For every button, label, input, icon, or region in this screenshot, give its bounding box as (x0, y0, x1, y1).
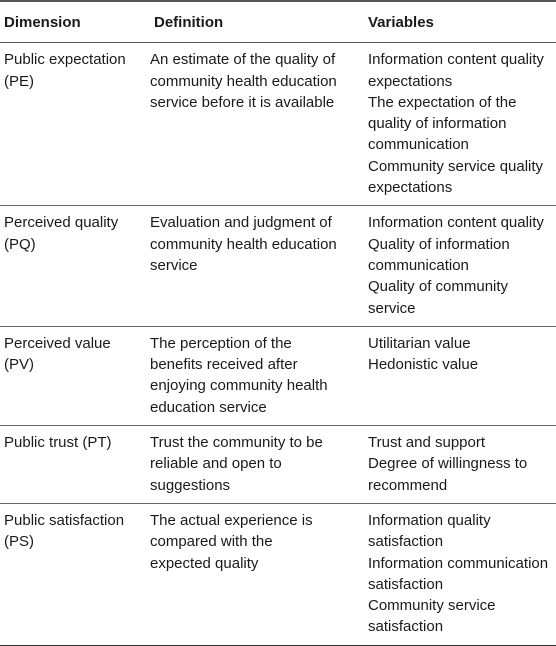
dimension-line: Public trust (PT) (4, 434, 112, 452)
dimension-line: Perceived quality (4, 214, 119, 232)
cell-dimension (0, 43, 150, 206)
table-row (0, 503, 556, 645)
table-body (0, 43, 556, 645)
variables-line: communication (368, 136, 469, 154)
variables-line: Quality of information (368, 235, 510, 253)
variables-line: Trust and support (368, 434, 486, 452)
cell-variables (362, 426, 556, 504)
dimension-line: Public satisfaction (4, 511, 125, 529)
variables-line: Information content quality (368, 214, 544, 232)
definition-line: compared with the (150, 533, 273, 551)
cell-definition (150, 326, 362, 425)
cell-variables (362, 43, 556, 206)
cell-variables (362, 206, 556, 326)
dimension-line: Perceived value (4, 334, 111, 352)
definition-line: expected quality (150, 554, 259, 572)
variables-line: expectations (368, 179, 453, 197)
variables-line: expectations (368, 72, 453, 90)
variables-line: communication (368, 256, 469, 274)
cell-definition (150, 43, 362, 206)
definition-line: Evaluation and judgment of (150, 214, 332, 232)
variables-line: Community service (368, 597, 496, 615)
cell-dimension (0, 503, 150, 645)
definition-line: Trust the community to be (150, 434, 323, 452)
dimension-line: (PS) (4, 533, 34, 551)
definition-line: The perception of the (150, 334, 292, 352)
cell-variables (362, 503, 556, 645)
table-row (0, 326, 556, 425)
cell-definition (150, 503, 362, 645)
header-dimension: Dimension (0, 1, 150, 43)
dimension-line: (PE) (4, 72, 34, 90)
variables-line: Quality of community (368, 278, 509, 296)
variables-line: service (368, 299, 416, 317)
definition-line: suggestions (150, 476, 231, 494)
dimension-line: (PV) (4, 356, 34, 374)
variables-line: recommend (368, 476, 448, 494)
variables-line: satisfaction (368, 533, 444, 551)
variables-line: satisfaction (368, 618, 444, 636)
cell-dimension (0, 326, 150, 425)
cell-definition (150, 206, 362, 326)
definition-line: community health education (150, 72, 337, 90)
definition-line: service before it is available (150, 93, 335, 111)
variables-line: quality of information (368, 115, 507, 133)
definition-line: community health education (150, 235, 337, 253)
table-header-row (0, 1, 556, 43)
table-row (0, 206, 556, 326)
variables-line: Information communication (368, 554, 549, 572)
variables-line: satisfaction (368, 575, 444, 593)
cell-variables (362, 326, 556, 425)
header-variables: Variables (362, 1, 556, 43)
variables-line: Information content quality (368, 51, 544, 69)
dimension-line: (PQ) (4, 235, 36, 253)
definition-line: enjoying community health (150, 377, 328, 395)
definition-line: The actual experience is (150, 511, 313, 529)
table-row (0, 43, 556, 206)
variables-line: Community service quality (368, 157, 544, 175)
definition-line: benefits received after (150, 356, 298, 374)
dimension-line: Public expectation (4, 51, 126, 69)
definition-line: An estimate of the quality of (150, 51, 336, 69)
cell-dimension (0, 426, 150, 504)
variables-line: The expectation of the (368, 93, 517, 111)
variables-line: Utilitarian value (368, 334, 471, 352)
cell-dimension (0, 206, 150, 326)
header-definition: Definition (150, 1, 362, 43)
variables-line: Information quality (368, 511, 491, 529)
definition-line: reliable and open to (150, 455, 282, 473)
definition-line: education service (150, 398, 267, 416)
definition-line: service (150, 256, 198, 274)
table-row (0, 426, 556, 504)
cell-definition (150, 426, 362, 504)
variables-line: Degree of willingness to (368, 455, 528, 473)
variables-line: Hedonistic value (368, 356, 479, 374)
